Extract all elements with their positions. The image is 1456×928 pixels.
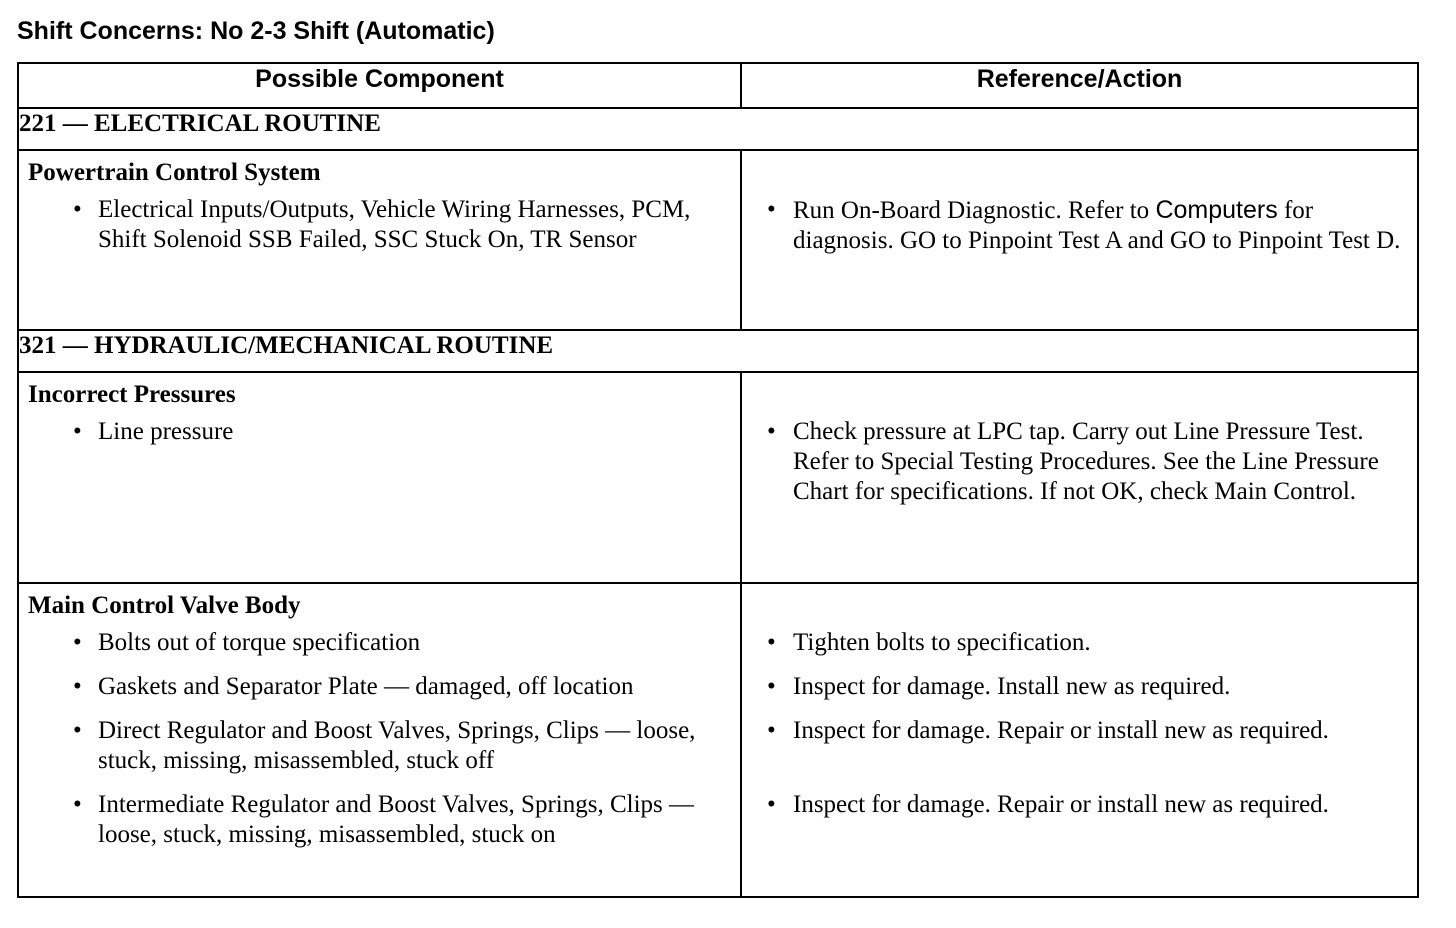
group-row — [18, 583, 1418, 897]
list-item — [28, 790, 732, 850]
bullet-icon: • — [73, 717, 82, 744]
action-text: Inspect for damage. Install new as required. — [793, 673, 1231, 700]
component-cell — [18, 150, 741, 330]
diagnosis-table — [17, 62, 1419, 898]
group-title: Incorrect Pressures — [28, 381, 236, 408]
action-text-end: for diagnosis. GO to Pinpoint Test A and GO to Pinpoint Test D. — [793, 197, 1401, 254]
list-item — [28, 672, 732, 702]
bullet-icon: • — [73, 673, 82, 700]
bullet-icon: • — [767, 418, 776, 445]
bullet-icon: • — [767, 791, 776, 818]
routine-row — [18, 108, 1418, 150]
list-item — [28, 417, 732, 447]
list-item — [751, 628, 1409, 658]
action-text: Tighten bolts to specification. — [793, 629, 1091, 656]
list-item — [751, 716, 1409, 746]
component-text: Gaskets and Separator Plate — damaged, off location — [98, 673, 634, 700]
list-item — [751, 195, 1409, 256]
list-item — [751, 417, 1409, 507]
action-cell — [741, 583, 1418, 897]
action-text: Inspect for damage. Repair or install new as required. — [793, 791, 1329, 818]
component-text: Intermediate Regulator and Boost Valves, Springs, Clips — loose, stuck, missing, misassembled, stuck on — [98, 791, 694, 848]
bullet-icon: • — [767, 673, 776, 700]
bullet-icon: • — [767, 196, 776, 223]
component-text: Electrical Inputs/Outputs, Vehicle Wiring Harnesses, PCM, Shift Solenoid SSB Failed, SSC Stuck On, TR Sensor — [98, 196, 691, 253]
routine-heading: 221 — ELECTRICAL ROUTINE — [18, 108, 1418, 150]
list-item — [28, 716, 732, 776]
list-item — [751, 790, 1409, 820]
column-header-component: Possible Component — [18, 63, 741, 108]
group-row — [18, 372, 1418, 583]
action-text: Check pressure at LPC tap. Carry out Line Pressure Test. Refer to Special Testing Procedures. See the Line Pressure Chart for specifications. If not OK, check Main Control. — [793, 418, 1379, 505]
bullet-icon: • — [767, 629, 776, 656]
bullet-icon: • — [73, 629, 82, 656]
group-title: Powertrain Control System — [28, 159, 321, 186]
bullet-icon: • — [767, 717, 776, 744]
action-text: Inspect for damage. Repair or install new as required. — [793, 717, 1329, 744]
action-cell — [741, 372, 1418, 583]
component-text: Line pressure — [98, 418, 234, 445]
routine-heading: 321 — HYDRAULIC/MECHANICAL ROUTINE — [18, 330, 1418, 372]
computers-reference: Computers — [1155, 196, 1278, 224]
column-header-action: Reference/Action — [741, 63, 1418, 108]
action-cell — [741, 150, 1418, 330]
component-text: Direct Regulator and Boost Valves, Springs, Clips — loose, stuck, missing, misassembled, stuck off — [98, 717, 696, 774]
page-title: Shift Concerns: No 2-3 Shift (Automatic) — [17, 17, 495, 45]
component-cell — [18, 372, 741, 583]
bullet-icon: • — [73, 791, 82, 818]
group-title: Main Control Valve Body — [28, 592, 301, 619]
bullet-icon: • — [73, 418, 82, 445]
group-row — [18, 150, 1418, 330]
list-item — [28, 628, 732, 658]
list-item — [28, 195, 732, 255]
component-text: Bolts out of torque specification — [98, 629, 421, 656]
routine-row — [18, 330, 1418, 372]
component-cell — [18, 583, 741, 897]
action-text-start: Run On-Board Diagnostic. Refer to — [793, 197, 1156, 224]
header-row — [18, 63, 1418, 108]
list-item — [751, 672, 1409, 702]
bullet-icon: • — [73, 196, 82, 223]
